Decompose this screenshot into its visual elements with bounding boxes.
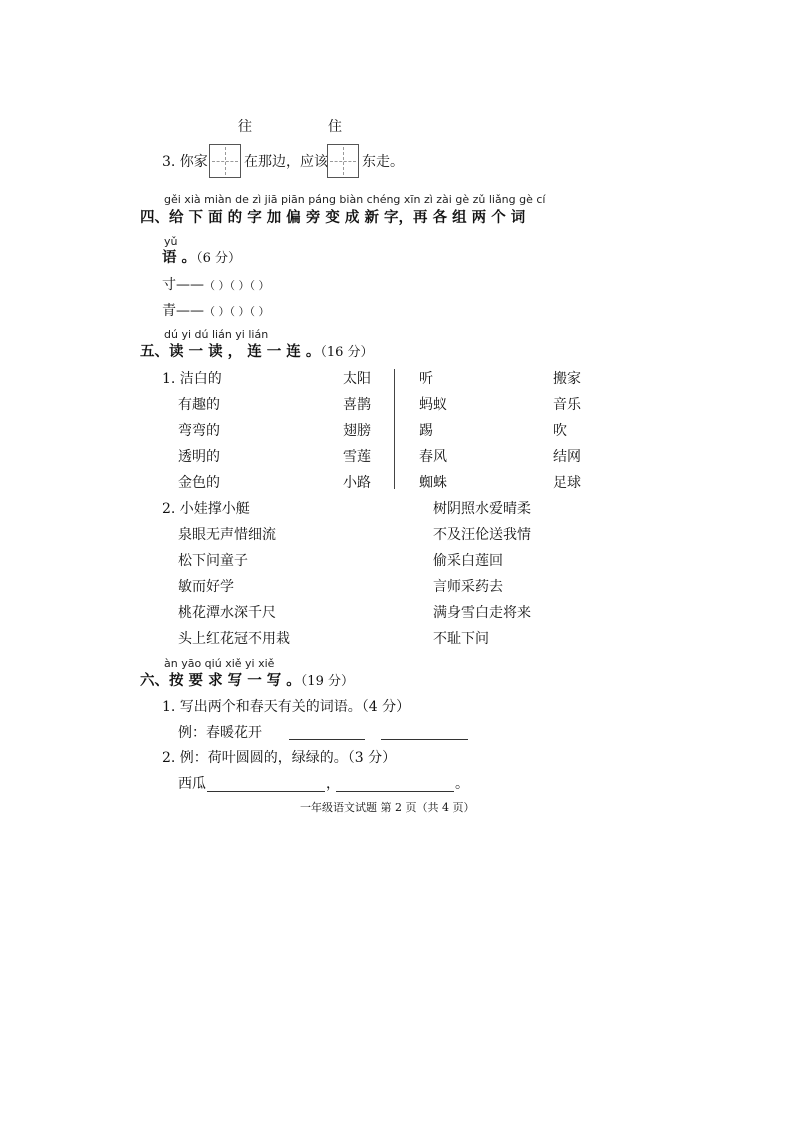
poem-line[interactable]: 树阴照水爱晴柔 [433,501,531,517]
section4-title-2: 语 。（6 分） [162,250,241,266]
match-word[interactable]: 翅膀 [343,423,371,439]
period: 。 [455,776,469,792]
match-word[interactable]: 听 [419,371,433,387]
section4-row-cun: 寸——（ ）（ ）（ ） [162,277,270,293]
answer-line[interactable] [381,739,468,740]
match-word[interactable]: 踢 [419,423,433,439]
poem-line[interactable]: 不及汪伦送我情 [433,527,531,543]
section4-pinyin-2: yǔ [164,235,178,248]
section6-pinyin: àn yāo qiú xiě yi xiě [164,657,275,670]
match-word[interactable]: 搬家 [553,371,581,387]
answer-line[interactable] [336,791,454,792]
poem-line[interactable]: 头上红花冠不用栽 [178,631,290,647]
answer-line[interactable] [289,739,365,740]
poem-line[interactable]: 言师采药去 [433,579,503,595]
section6-title: 六、按 要 求 写 一 写 。（19 分） [140,673,354,689]
match-word[interactable]: 蚂蚁 [419,397,447,413]
section6-q2: 2. 例：荷叶圆圆的，绿绿的。（3 分） [162,750,397,766]
section6-q1: 1. 写出两个和春天有关的词语。（4 分） [162,699,411,715]
answer-slots[interactable]: （ ）（ ）（ ） [204,305,270,318]
match-word[interactable]: 喜鹊 [343,397,371,413]
section4-title: 四、给 下 面 的 字 加 偏 旁 变 成 新 字，再 各 组 两 个 词 [140,210,526,226]
section5-pinyin: dú yi dú lián yi lián [164,328,269,341]
option-char-wang: 往 [238,119,252,135]
match-word[interactable]: 弯弯的 [178,423,220,439]
answer-line[interactable] [207,791,325,792]
answer-slots[interactable]: （ ）（ ）（ ） [204,279,270,292]
column-divider [394,369,395,489]
poem-line[interactable]: 满身雪白走将来 [433,605,531,621]
section4-pinyin: gěi xià miàn de zì jiā piān páng biàn chéng xīn zì zài gè zǔ liǎng gè cí [164,193,546,206]
section4-row-qing: 青——（ ）（ ）（ ） [162,303,270,319]
match-word[interactable]: 小路 [343,475,371,491]
match-word[interactable]: 蜘蛛 [419,475,447,491]
q3-text-middle: 在那边，应该 [244,154,328,170]
poem-line[interactable]: 桃花潭水深千尺 [178,605,276,621]
match-word[interactable]: 雪莲 [343,449,371,465]
match-word[interactable]: 结网 [553,449,581,465]
poem-line[interactable]: 松下问童子 [178,553,248,569]
section5-title: 五、读 一 读 ， 连 一 连 。（16 分） [140,344,374,360]
match-word[interactable]: 音乐 [553,397,581,413]
section6-q2-lead: 西瓜 [178,776,206,792]
match-word[interactable]: 足球 [553,475,581,491]
match-word[interactable]: 有趣的 [178,397,220,413]
poem-line[interactable]: 2. 小娃撑小艇 [162,501,250,517]
q3-text-start: 3. 你家 [162,154,208,170]
answer-box-2[interactable] [327,144,359,178]
q3-text-end: 东走。 [362,154,404,170]
answer-box-1[interactable] [209,144,241,178]
poem-line[interactable]: 偷采白莲回 [433,553,503,569]
page-footer: 一年级语文试题 第 2 页（共 4 页） [300,801,475,814]
match-word[interactable]: 太阳 [343,371,371,387]
match-word[interactable]: 春风 [419,449,447,465]
match-word[interactable]: 透明的 [178,449,220,465]
section6-q1-example: 例：春暖花开 [178,725,262,741]
option-char-zhu: 住 [328,119,342,135]
poem-line[interactable]: 泉眼无声惜细流 [178,527,276,543]
poem-line[interactable]: 不耻下问 [433,631,489,647]
match-word[interactable]: 吹 [553,423,567,439]
comma: ， [326,776,340,792]
match-word[interactable]: 1. 洁白的 [162,371,222,387]
match-word[interactable]: 金色的 [178,475,220,491]
poem-line[interactable]: 敏而好学 [178,579,234,595]
